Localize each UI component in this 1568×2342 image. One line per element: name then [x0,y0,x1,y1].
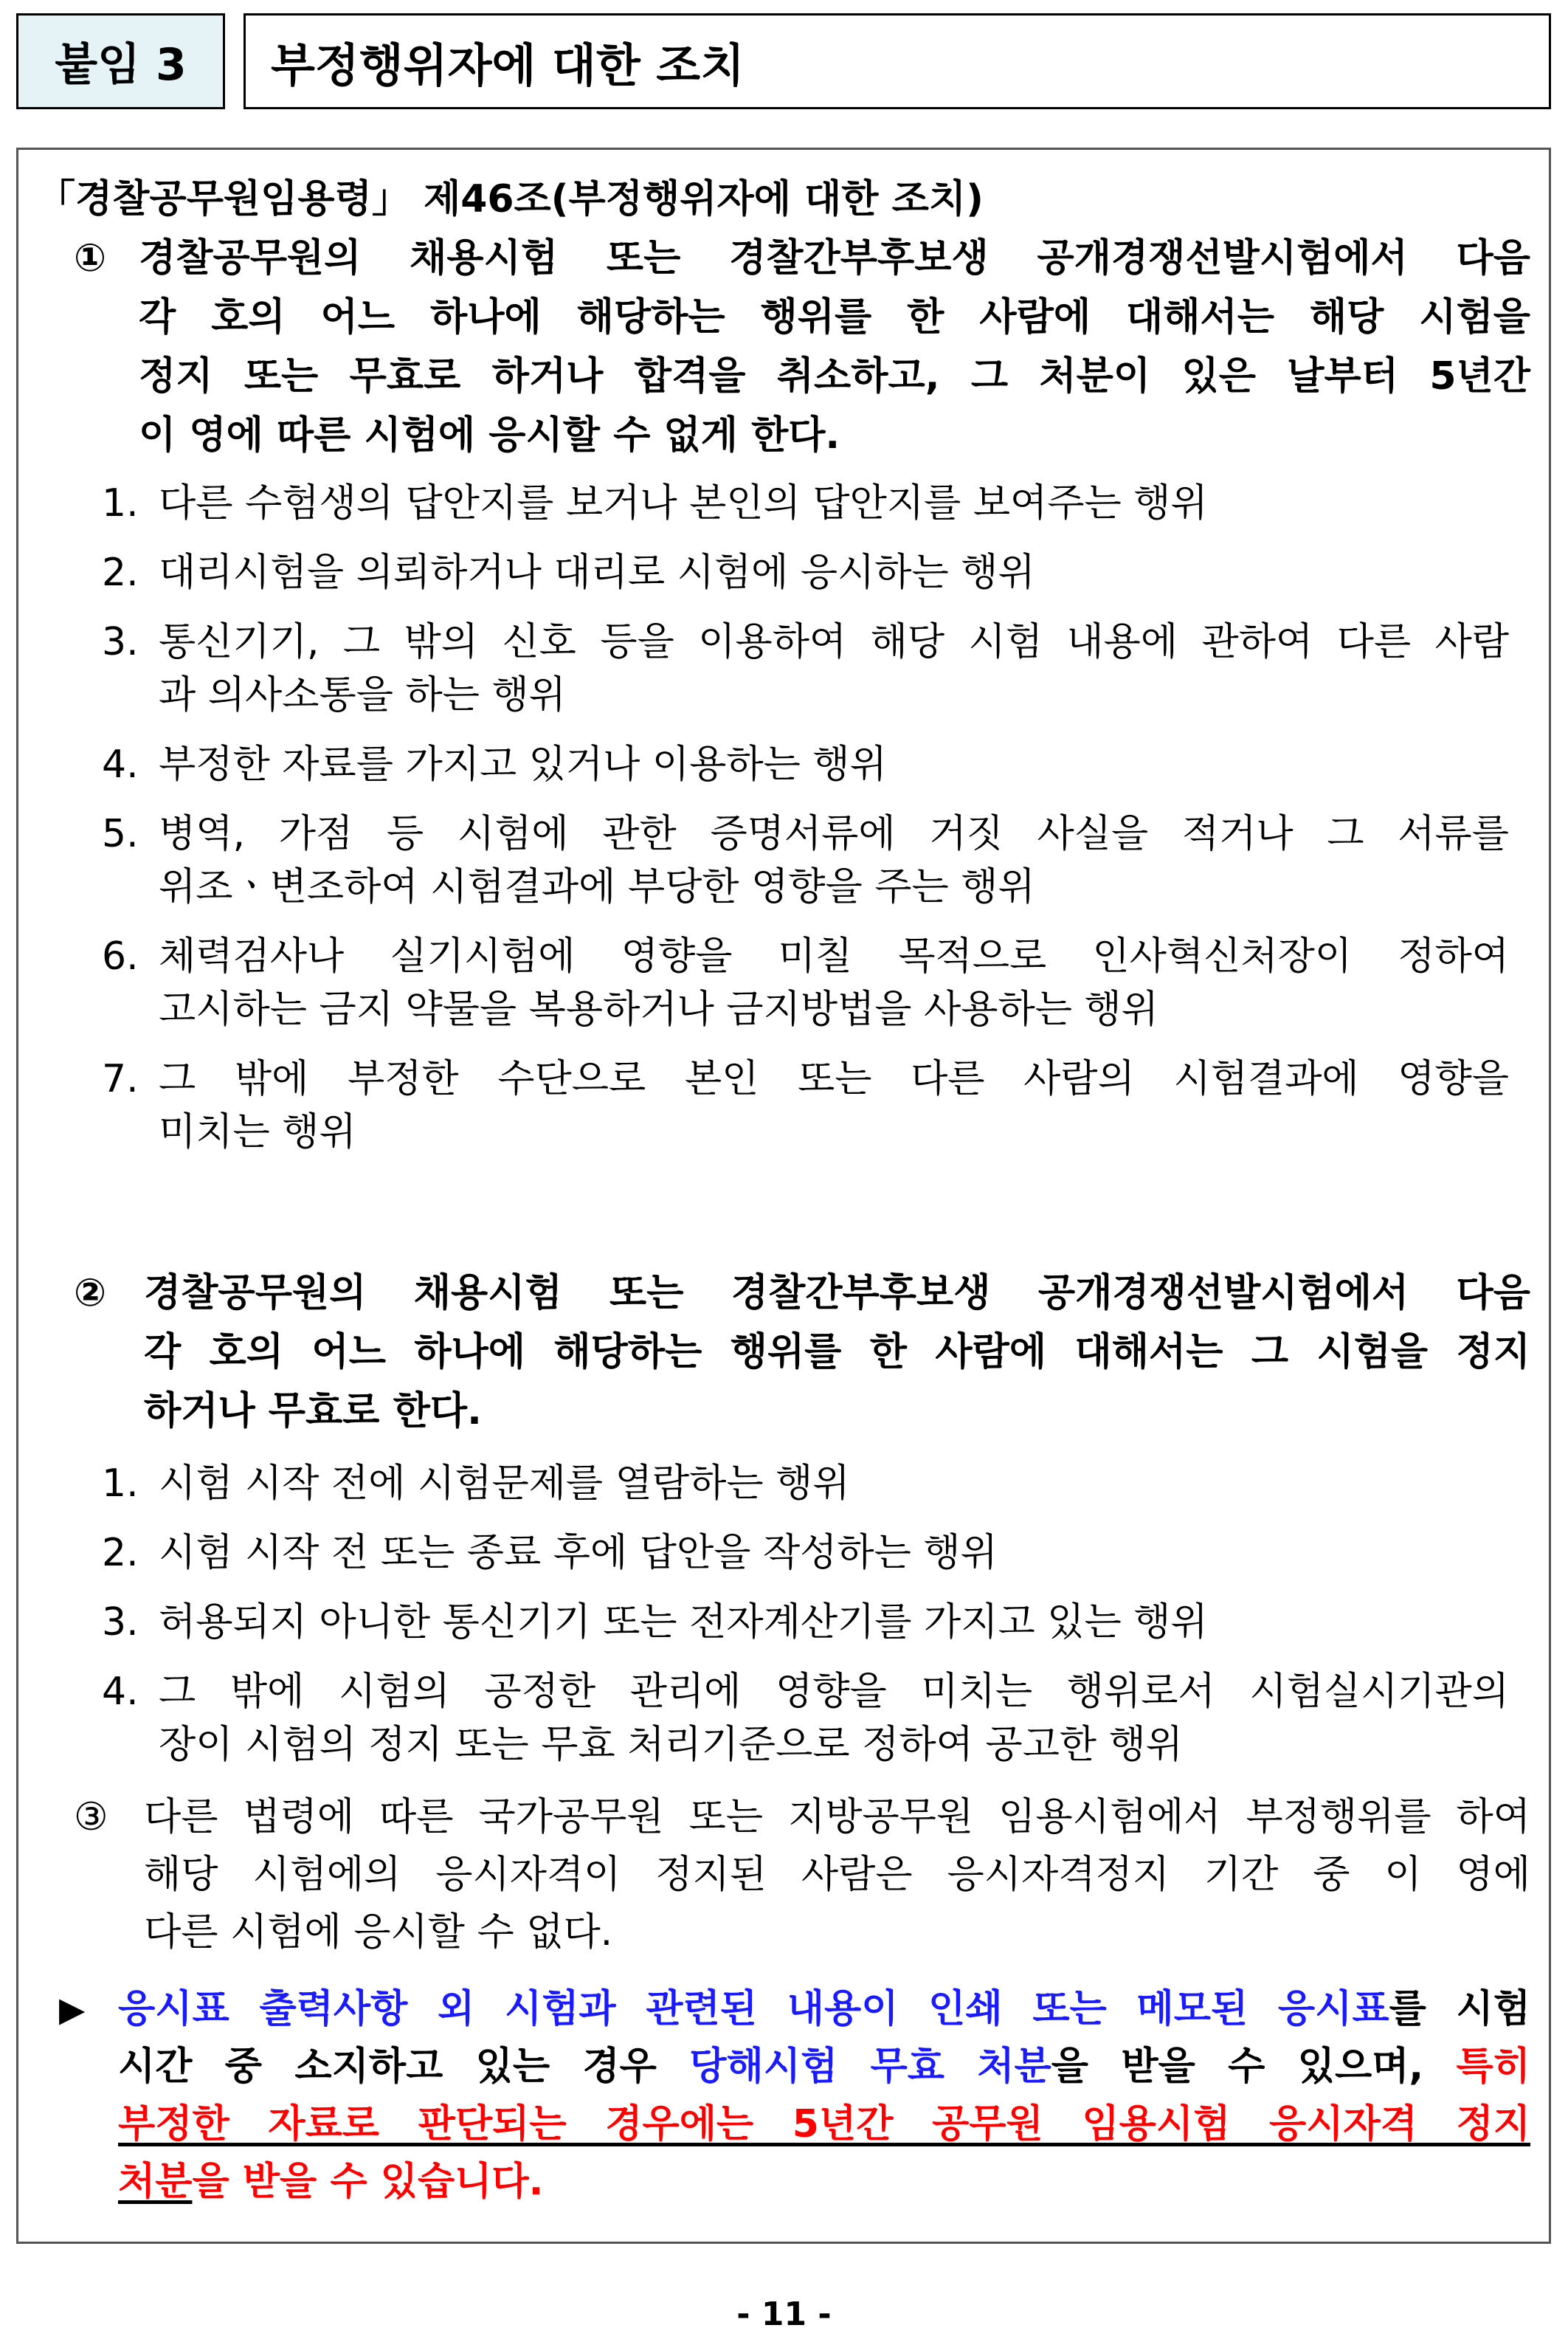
attachment-tag: 붙임 3 [16,13,225,109]
section2-line: 하거나 무효로 한다. [144,1389,482,1433]
list-item-number: 2. [102,551,139,595]
list-item-number: 6. [102,934,139,979]
list-item: 시험 시작 전에 시험문제를 열람하는 행위 [159,1461,850,1506]
notice-arrow-icon: ▶ [59,1989,86,2029]
section3-line: 다른 시험에 응시할 수 없다. [144,1910,613,1954]
list-item-number: 3. [102,1600,139,1644]
list-item-number: 2. [102,1531,139,1575]
section3-line: 다른 법령에 따른 국가공무원 또는 지방공무원 임용시험에서 부정행위를 하여 [144,1795,1530,1839]
list-item-number: 7. [102,1057,139,1101]
list-item: 그 밖에 시험의 공정한 관리에 영향을 미치는 행위로서 시험실시기관의 [159,1670,1509,1714]
list-item: 체력검사나 실기시험에 영향을 미칠 목적으로 인사혁신처장이 정하여 [159,934,1509,979]
list-item-number: 5. [102,812,139,856]
section3-line: 해당 시험에의 응시자격이 정지된 사람은 응시자격정지 기간 중 이 영에 [144,1853,1530,1897]
list-item-number: 1. [102,481,139,526]
section1-line: 이 영에 따른 시험에 응시할 수 없게 한다. [139,413,840,458]
section1-line: 정지 또는 무효로 하거나 합격을 취소하고, 그 처분이 있은 날부터 5년간 [139,354,1530,399]
list-item: 그 밖에 부정한 수단으로 본인 또는 다른 사람의 시험결과에 영향을 [159,1057,1509,1101]
list-item: 부정한 자료를 가지고 있거나 이용하는 행위 [159,743,887,787]
section1-marker: ① [74,236,107,280]
list-item-number: 1. [102,1461,139,1506]
list-item-number: 3. [102,620,139,664]
list-item: 병역, 가점 등 시험에 관한 증명서류에 거짓 사실을 적거나 그 서류를 [159,812,1509,856]
list-item-number: 4. [102,743,139,787]
list-item: 고시하는 금지 약물을 복용하거나 금지방법을 사용하는 행위 [159,988,1158,1032]
section2-line: 경찰공무원의 채용시험 또는 경찰간부후보생 공개경쟁선발시험에서 다음 [144,1271,1530,1315]
list-item-number: 4. [102,1670,139,1714]
list-item: 다른 수험생의 답안지를 보거나 본인의 답안지를 보여주는 행위 [159,481,1208,526]
section2-line: 각 호의 어느 하나에 해당하는 행위를 한 사람에 대해서는 그 시험을 정지 [144,1330,1530,1374]
list-item: 과 의사소통을 하는 행위 [159,673,566,717]
list-item: 미치는 행위 [159,1110,356,1154]
law-title: 「경찰공무원임용령」 제46조(부정행위자에 대한 조치) [37,177,984,221]
section2-marker: ② [74,1271,107,1315]
section3-marker: ③ [74,1795,108,1839]
notice-line: 응시표 출력사항 외 시험과 관련된 내용이 인쇄 또는 메모된 응시표를 시험 [118,1987,1530,2031]
notice-line: 시간 중 소지하고 있는 경우 당해시험 무효 처분을 받을 수 있으며, 특히 [118,2045,1530,2089]
section1-line: 경찰공무원의 채용시험 또는 경찰간부후보생 공개경쟁선발시험에서 다음 [139,236,1530,280]
notice-line: 처분을 받을 수 있습니다. [118,2160,544,2204]
notice-line: 부정한 자료로 판단되는 경우에는 5년간 공무원 임용시험 응시자격 정지 [118,2102,1530,2146]
list-item: 통신기기, 그 밖의 신호 등을 이용하여 해당 시험 내용에 관하여 다른 사람 [159,620,1509,664]
list-item: 장이 시험의 정지 또는 무효 처리기준으로 정하여 공고한 행위 [159,1723,1184,1767]
page-title: 부정행위자에 대한 조치 [244,13,1551,109]
list-item: 위조ㆍ변조하여 시험결과에 부당한 영향을 주는 행위 [159,865,1035,909]
list-item: 시험 시작 전 또는 종료 후에 답안을 작성하는 행위 [159,1531,998,1575]
page-number: - 11 - [736,2295,832,2333]
section1-line: 각 호의 어느 하나에 해당하는 행위를 한 사람에 대해서는 해당 시험을 [139,295,1530,340]
list-item: 허용되지 아니한 통신기기 또는 전자계산기를 가지고 있는 행위 [159,1600,1208,1644]
list-item: 대리시험을 의뢰하거나 대리로 시험에 응시하는 행위 [159,551,1035,595]
